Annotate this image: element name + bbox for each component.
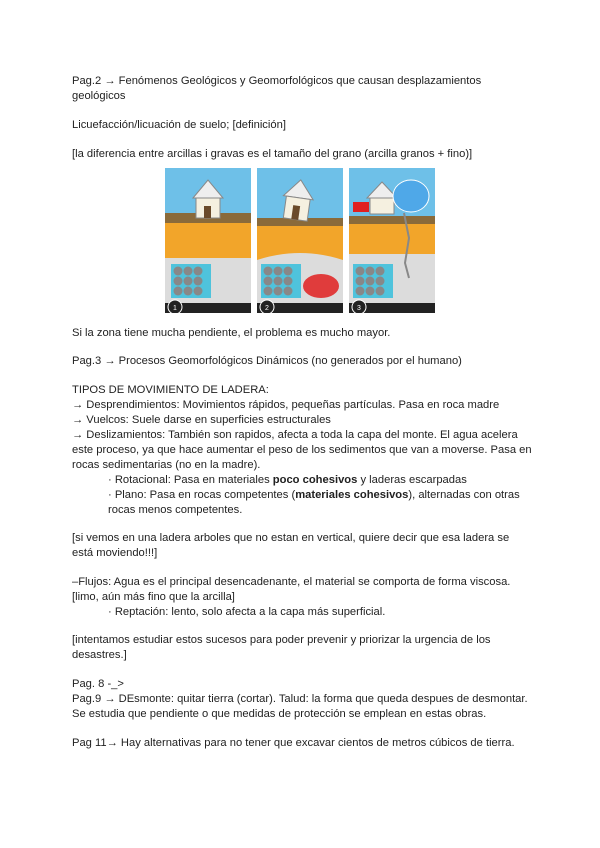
pag8-line: Pag. 8 -_> bbox=[72, 678, 124, 690]
figure-panel-3 bbox=[349, 168, 435, 313]
pag3-heading: Pag.3 → Procesos Geomorfológicos Dinámicos (no generados por el humano) bbox=[72, 355, 462, 367]
reptacion-line: · Reptación: lento, solo afecta a la capa más superficial. bbox=[108, 606, 386, 618]
panel-number-1: 1 bbox=[173, 305, 177, 312]
deslizamientos-paragraph: → Deslizamientos: También son rapidos, afecta a toda la capa del monte. El agua acelera este proceso, ya que hace aumentar el peso de los sedimentos que van a moverse. Pasa en rocas sedimentarias (no en la madre). bbox=[72, 429, 532, 471]
panel-number-3: 3 bbox=[357, 305, 361, 312]
pendiente-line: Si la zona tiene mucha pendiente, el problema es mucho mayor. bbox=[72, 327, 391, 339]
flujos-line: –Flujos: Agua es el principal desencadenante, el material se comporta de forma viscosa. [limo, aún más fino que la arcilla] bbox=[72, 576, 511, 603]
figure-panel-1 bbox=[165, 168, 251, 313]
licuefaccion-line: Licuefacción/licuación de suelo; [definición] bbox=[72, 119, 286, 131]
diferencia-line: [la diferencia entre arcillas i gravas es el tamaño del grano (arcilla granos + fino)] bbox=[72, 148, 473, 160]
figure-panel-2 bbox=[257, 168, 343, 313]
arboles-note: [si vemos en una ladera arboles que no estan en vertical, quiere decir que esa ladera se está moviendo!!!] bbox=[72, 532, 510, 559]
plano-line: · Plano: Pasa en rocas competentes (materiales cohesivos), alternadas con otras rocas menos competentes. bbox=[108, 489, 520, 516]
panel-number-2: 2 bbox=[265, 305, 269, 312]
liquefaction-figure bbox=[165, 168, 435, 313]
intentamos-note: [intentamos estudiar estos sucesos para poder prevenir y priorizar la urgencia de los desastres.] bbox=[72, 634, 491, 661]
pag9-paragraph: Pag.9 → DEsmonte: quitar tierra (cortar). Talud: la forma que queda despues de desmontar. Se estudia que pendiente o que medidas de protección se emplean en estas obras. bbox=[72, 693, 528, 720]
desprendimientos-line: → Desprendimientos: Movimientos rápidos, pequeñas partículas. Pasa en roca madre bbox=[72, 399, 500, 411]
tipos-title: TIPOS DE MOVIMIENTO DE LADERA: bbox=[72, 384, 269, 396]
pag11-line: Pag 11→ Hay alternativas para no tener que excavar cientos de metros cúbicos de tierra. bbox=[72, 737, 515, 749]
vuelcos-line: → Vuelcos: Suele darse en superficies estructurales bbox=[72, 414, 331, 426]
rotacional-line: · Rotacional: Pasa en materiales poco cohesivos y laderas escarpadas bbox=[108, 474, 467, 486]
pag2-heading: Pag.2 → Fenómenos Geológicos y Geomorfológicos que causan desplazamientos geológicos bbox=[72, 75, 482, 102]
